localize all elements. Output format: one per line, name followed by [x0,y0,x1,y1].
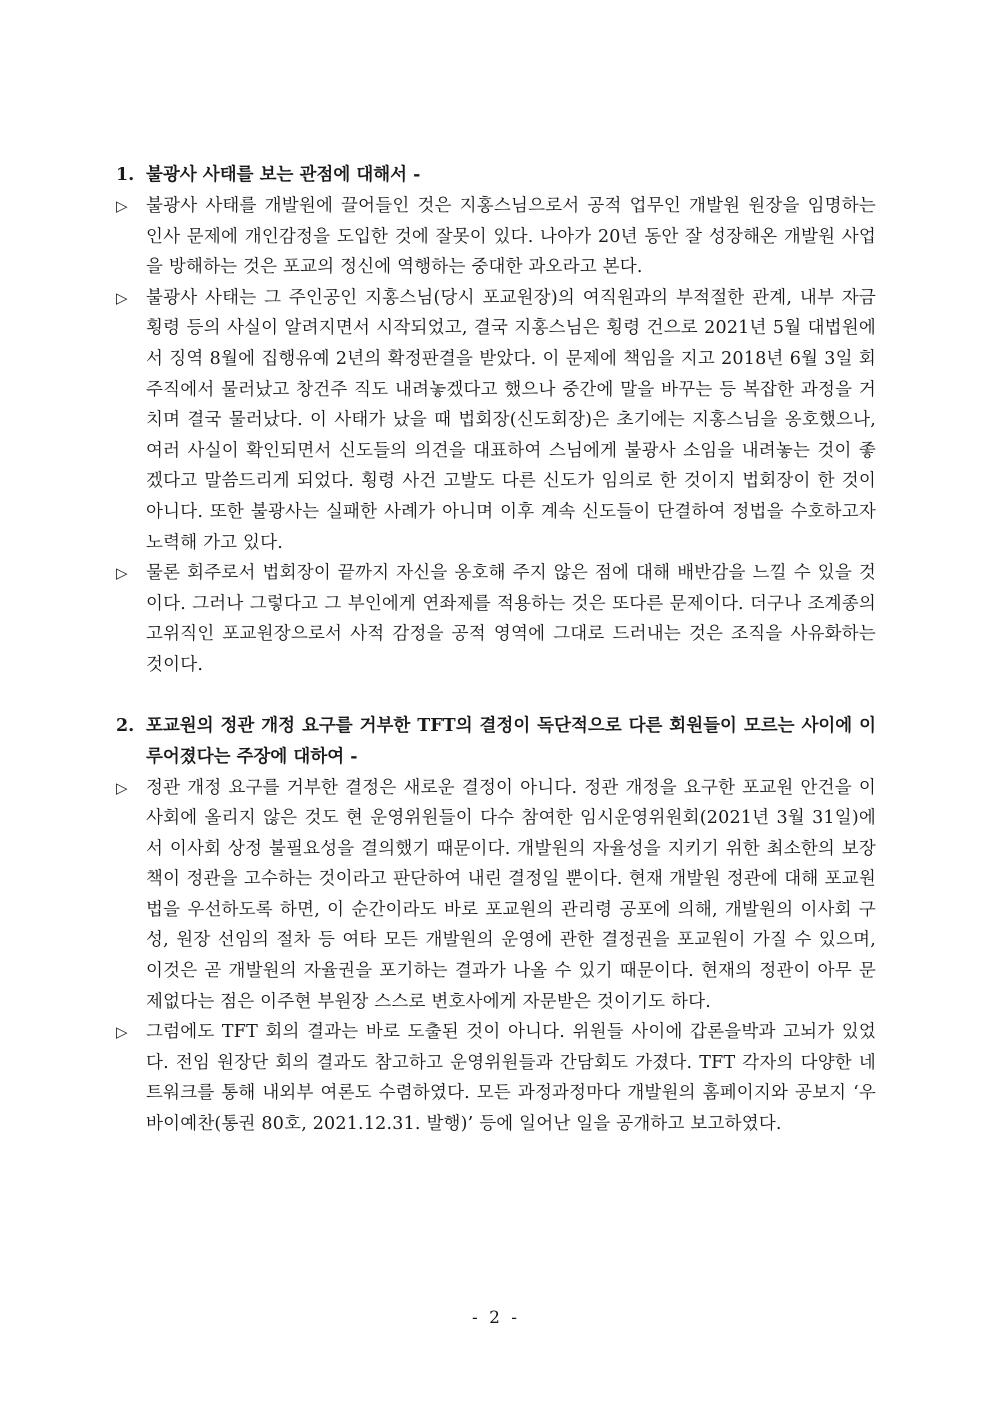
triangle-bullet-icon: ▷ [116,1023,128,1042]
bullet-paragraph [116,191,876,283]
triangle-bullet-icon: ▷ [116,288,128,307]
bullet-text: 불광사 사태는 그 주인공인 지홍스님(당시 포교원장)의 여직원과의 부적절한 관계, 내부 자금 횡령 등의 사실이 알려지면서 시작되었고, 결국 지홍스님은 횡령 건으로 2021년 5월 대법원에서 징역 8월에 집행유예 2년의 확정판결을 받았다. 이 문제에 책임을 지고 2018년 6월 3일 회주직에서 물러났고 창건주 직도 내려놓겠다고 했으나 중간에 말을 바꾸는 등 복잡한 과정을 거치며 결국 물러났다. 이 사태가 났을 때 법회장(신도회장)은 초기에는 지홍스님을 옹호했으나, 여러 사실이 확인되면서 신도들의 의견을 대표하여 스님에게 불광사 소임을 내려놓는 것이 좋겠다고 말씀드리게 되었다. 횡령 사건 고발도 다른 신도가 임의로 한 것이지 법회장이 한 것이 아니다. 또한 불광사는 실패한 사례가 아니며 이후 계속 신도들이 단결하여 정법을 수호하고자 노력해 가고 있다. [146,287,876,553]
bullet-text: 불광사 사태를 개발원에 끌어들인 것은 지홍스님으로서 공적 업무인 개발원 원장을 임명하는 인사 문제에 개인감정을 도입한 것에 잘못이 있다. 나아가 20년 동안 잘 성장해온 개발원 사업을 방해하는 것은 포교의 정신에 역행하는 중대한 과오라고 본다. [146,196,876,278]
section-number: 1. [116,165,135,185]
document-body [116,160,876,1170]
bullet-text: 그럼에도 TFT 회의 결과는 바로 도출된 것이 아니다. 위원들 사이에 갑론을박과 고뇌가 있었다. 전임 원장단 회의 결과도 참고하고 운영위원들과 간담회도 가졌다. TFT 각자의 다양한 네트워크를 통해 내외부 여론도 수렴하였다. 모든 과정과정마다 개발원의 홈페이지와 공보지 ‘우바이예찬(통권 80호, 2021.12.31. 발행)’ 등에 일어난 일을 공개하고 보고하였다. [146,1022,876,1135]
section-2 [116,711,876,1140]
bullet-paragraph [116,1017,876,1139]
section-title: 불광사 사태를 보는 관점에 대해서 - [146,165,421,185]
bullet-paragraph [116,773,876,1018]
bullet-paragraph [116,283,876,558]
bullet-text: 정관 개정 요구를 거부한 결정은 새로운 결정이 아니다. 정관 개정을 요구한 포교원 안건을 이사회에 올리지 않은 것도 현 운영위원들이 다수 참여한 임시운영위원회(2021년 3월 31일)에서 이사회 상정 불필요성을 결의했기 때문이다. 개발원의 자율성을 지키기 위한 최소한의 보장책이 정관을 고수하는 것이라고 판단하여 내린 결정일 뿐이다. 현재 개발원 정관에 대해 포교원 법을 우선하도록 하면, 이 순간이라도 바로 포교원의 관리령 공포에 의해, 개발원의 이사회 구성, 원장 선임의 절차 등 여타 모든 개발원의 운영에 관한 결정권을 포교원이 가질 수 있으며, 이것은 곧 개발원의 자율권을 포기하는 결과가 나올 수 있기 때문이다. 현재의 정관이 아무 문제없다는 점은 이주현 부원장 스스로 변호사에게 자문받은 것이기도 하다. [146,777,876,1012]
section-title: 포교원의 정관 개정 요구를 거부한 TFT의 결정이 독단적으로 다른 회원들이 모르는 사이에 이루어졌다는 주장에 대하여 - [146,715,876,767]
bullet-text: 물론 회주로서 법회장이 끝까지 자신을 옹호해 주지 않은 점에 대해 배반감을 느낄 수 있을 것이다. 그러나 그렇다고 그 부인에게 연좌제를 적용하는 것은 또다른 문제이다. 더구나 조계종의 고위직인 포교원장으로서 사적 감정을 공적 영역에 그대로 드러내는 것은 조직을 사유화하는 것이다. [146,563,876,675]
triangle-bullet-icon: ▷ [116,197,128,215]
triangle-bullet-icon: ▷ [116,778,128,797]
bullet-paragraph [116,558,876,680]
section-heading [116,711,876,773]
section-1 [116,160,876,681]
section-heading [116,160,876,191]
section-number: 2. [116,715,135,736]
page-number: - 2 - [471,1308,521,1328]
triangle-bullet-icon: ▷ [116,564,128,583]
